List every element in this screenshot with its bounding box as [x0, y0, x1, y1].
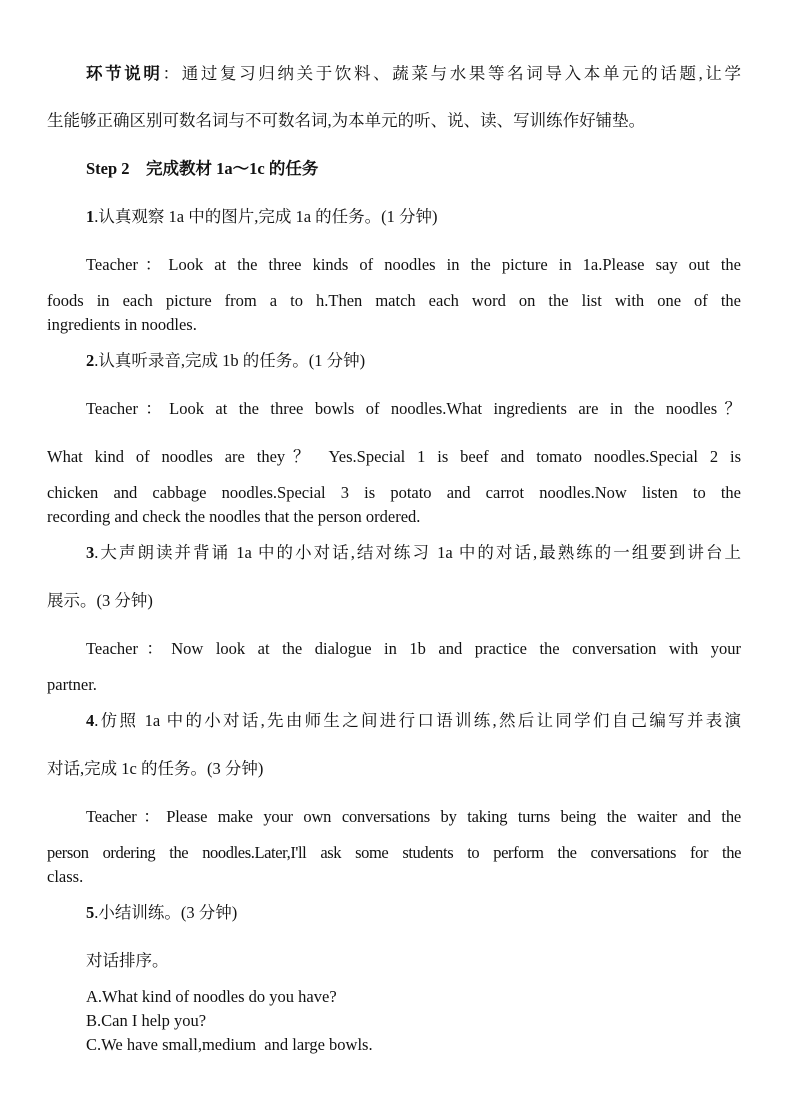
task4-text-1: .仿照 1a 中的小对话,先由师生之间进行口语训练,然后让同学们自己编写并表演: [94, 711, 741, 730]
task2-text: .认真听录音,完成 1b 的任务。(1 分钟): [94, 351, 366, 370]
task1-instruction: [86, 207, 741, 227]
task4-instruction-line-2: 对话,完成 1c 的任务。(3 分钟): [47, 759, 264, 778]
intro-line-1: [86, 64, 741, 84]
task3-instruction-line-2: 展示。(3 分钟): [47, 591, 153, 610]
step2-heading: Step 2 完成教材 1a～1c 的任务: [86, 159, 319, 178]
task4-teacher-line-3: class.: [47, 867, 84, 886]
task1-teacher-line-3: ingredients in noodles.: [47, 315, 197, 334]
task5-instruction: [86, 903, 741, 923]
task1-teacher-line-2: foods in each picture from a to h.Then match each word on the list with one of the: [47, 291, 741, 310]
task2-teacher-line-1: Teacher：Look at the three bowls of noodles.What ingredients are in the noodles？: [86, 399, 741, 418]
task4-teacher-line-2: person ordering the noodles.Later,I'll ask some students to perform the conversations for the: [47, 843, 741, 862]
intro-line-2: 生能够正确区别可数名词与不可数名词,为本单元的听、说、读、写训练作好铺垫。: [47, 111, 646, 130]
task4-instruction-line-1: [86, 711, 741, 731]
task2-teacher-line-3: chicken and cabbage noodles.Special 3 is potato and carrot noodles.Now listen to the: [47, 483, 741, 502]
task5-option-a: A.What kind of noodles do you have?: [86, 987, 337, 1006]
task2-instruction: [86, 351, 741, 371]
task5-exercise-title: 对话排序。: [86, 951, 169, 970]
task3-teacher-line-1: Teacher：Now look at the dialogue in 1b and practice the conversation with your: [86, 639, 741, 658]
task3-text-1: .大声朗读并背诵 1a 中的小对话,结对练习 1a 中的对话,最熟练的一组要到讲台上: [94, 543, 741, 562]
task5-option-b: B.Can I help you?: [86, 1011, 207, 1030]
task5-text: .小结训练。(3 分钟): [94, 903, 238, 922]
task2-teacher-line-2: What kind of noodles are they？ Yes.Special 1 is beef and tomato noodles.Special 2 is: [47, 447, 741, 466]
intro-label: 环节说明: [86, 64, 163, 83]
task1-number: 1: [86, 207, 95, 226]
task1-teacher-line-1: Teacher：Look at the three kinds of noodles in the picture in 1a.Please say out the: [86, 255, 741, 274]
task2-number: 2: [86, 351, 95, 370]
task1-text: .认真观察 1a 中的图片,完成 1a 的任务。(1 分钟): [94, 207, 438, 226]
task3-number: 3: [86, 543, 95, 562]
task3-teacher-line-2: partner.: [47, 675, 97, 694]
task3-instruction-line-1: [86, 543, 741, 563]
task4-teacher-line-1: Teacher：Please make your own conversations by taking turns being the waiter and the: [86, 807, 741, 826]
task5-option-c: C.We have small,medium and large bowls.: [86, 1035, 373, 1054]
task4-number: 4: [86, 711, 95, 730]
intro-text-1: ：通过复习归纳关于饮料、蔬菜与水果等名词导入本单元的话题,让学: [162, 64, 741, 83]
task2-teacher-line-4: recording and check the noodles that the person ordered.: [47, 507, 421, 526]
task5-number: 5: [86, 903, 95, 922]
